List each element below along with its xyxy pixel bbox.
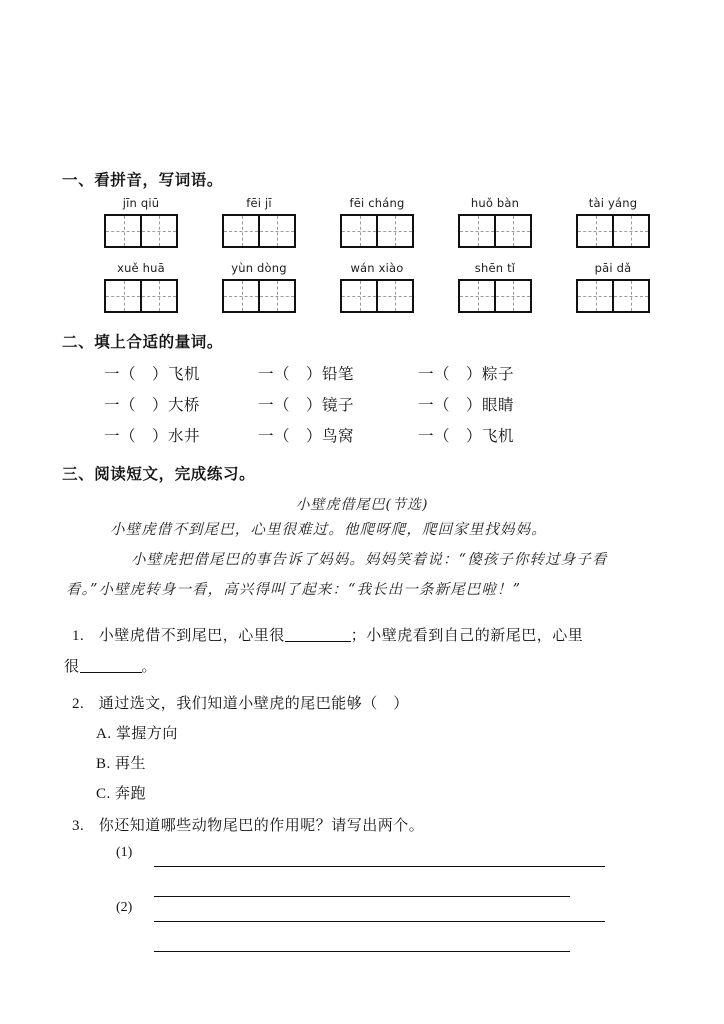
grid-center-divider xyxy=(494,214,496,248)
question-number: 1. xyxy=(72,628,85,644)
answer-blank[interactable] xyxy=(285,641,351,642)
pinyin-grid-item xyxy=(221,196,297,248)
pinyin-label: shēn tǐ xyxy=(474,261,516,275)
question-3 xyxy=(72,814,424,835)
measure-word-item[interactable]: 一（ ）大桥 xyxy=(104,397,201,414)
question-text-cont: 很 xyxy=(64,659,80,675)
section-heading-2: 二、填上合适的量词。 xyxy=(62,334,224,351)
pinyin-grid-item xyxy=(103,261,179,313)
question-1-line-1 xyxy=(72,624,583,645)
section-heading-1: 一、看拼音，写词语。 xyxy=(62,172,224,189)
tianzige-grid[interactable] xyxy=(576,214,650,248)
tianzige-grid[interactable] xyxy=(340,214,414,248)
measure-word-item[interactable]: 一（ ）眼睛 xyxy=(418,397,515,414)
pinyin-grid-item xyxy=(457,196,533,248)
tianzige-grid[interactable] xyxy=(340,279,414,313)
pinyin-grid-item xyxy=(575,196,651,248)
passage-line: 看。”小壁虎转身一看，高兴得叫了起来：“我长出一条新尾巴啦！” xyxy=(66,582,522,598)
grid-center-divider xyxy=(376,279,378,313)
grid-center-divider xyxy=(612,279,614,313)
question-text-cont: ；小壁虎看到自己的新尾巴，心里 xyxy=(350,628,584,644)
measure-word-row-2 xyxy=(0,393,724,423)
pinyin-grid-item xyxy=(339,196,415,248)
question-number: 2. xyxy=(72,696,85,712)
question-number: 3. xyxy=(72,818,85,834)
measure-word-row-1 xyxy=(0,362,724,392)
measure-word-item[interactable]: 一（ ）飞机 xyxy=(104,366,201,383)
measure-word-item[interactable]: 一（ ）鸟窝 xyxy=(258,428,355,445)
pinyin-grid-row-2 xyxy=(0,261,724,317)
answer-rule-line[interactable] xyxy=(154,866,605,867)
pinyin-label: xuě huā xyxy=(117,261,165,275)
pinyin-label: yùn dòng xyxy=(231,261,287,275)
pinyin-label: pāi dǎ xyxy=(594,261,632,275)
passage-line: 小壁虎把借尾巴的事告诉了妈妈。妈妈笑着说：“傻孩子你转过身子看 xyxy=(131,552,608,568)
pinyin-grid-item xyxy=(103,196,179,248)
question-text: 小壁虎借不到尾巴，心里很 xyxy=(98,628,285,644)
answer-slot-label-1: (1) xyxy=(116,845,133,860)
passage-line: 小壁虎借不到尾巴，心里很难过。他爬呀爬，爬回家里找妈妈。 xyxy=(110,522,547,538)
tianzige-grid[interactable] xyxy=(458,214,532,248)
pinyin-grid-row-1 xyxy=(0,196,724,252)
grid-center-divider xyxy=(140,279,142,313)
pinyin-grid-item xyxy=(457,261,533,313)
grid-center-divider xyxy=(376,214,378,248)
tianzige-grid[interactable] xyxy=(104,214,178,248)
pinyin-label: jīn qiū xyxy=(122,196,160,210)
measure-word-item[interactable]: 一（ ）粽子 xyxy=(418,366,515,383)
grid-center-divider xyxy=(494,279,496,313)
answer-slot-label-2: (2) xyxy=(116,900,133,915)
pinyin-label: huǒ bàn xyxy=(470,196,520,210)
tianzige-grid[interactable] xyxy=(104,279,178,313)
option-a[interactable]: A. 掌握方向 xyxy=(96,726,178,742)
passage-title: 小壁虎借尾巴(节选) xyxy=(295,497,429,513)
grid-center-divider xyxy=(258,214,260,248)
grid-center-divider xyxy=(258,279,260,313)
question-2 xyxy=(72,692,409,713)
question-text[interactable]: 通过选文，我们知道小壁虎的尾巴能够（ ） xyxy=(98,696,409,712)
question-text-end: 。 xyxy=(141,659,158,675)
measure-word-item[interactable]: 一（ ）飞机 xyxy=(418,428,515,445)
pinyin-grid-item xyxy=(339,261,415,313)
pinyin-label: fēi jī xyxy=(246,196,272,210)
section-heading-3: 三、阅读短文，完成练习。 xyxy=(62,466,256,483)
measure-word-item[interactable]: 一（ ）铅笔 xyxy=(258,366,355,383)
pinyin-grid-item xyxy=(221,261,297,313)
pinyin-label: fēi cháng xyxy=(349,196,405,210)
measure-word-item[interactable]: 一（ ）水井 xyxy=(104,428,201,445)
answer-rule-line[interactable] xyxy=(154,921,605,922)
pinyin-label: tài yáng xyxy=(588,196,638,210)
measure-word-row-3 xyxy=(0,424,724,454)
question-1-line-2 xyxy=(64,655,157,676)
tianzige-grid[interactable] xyxy=(222,279,296,313)
tianzige-grid[interactable] xyxy=(576,279,650,313)
question-text: 你还知道哪些动物尾巴的作用呢？请写出两个。 xyxy=(98,818,425,834)
grid-center-divider xyxy=(612,214,614,248)
tianzige-grid[interactable] xyxy=(222,214,296,248)
grid-center-divider xyxy=(140,214,142,248)
pinyin-grid-item xyxy=(575,261,651,313)
tianzige-grid[interactable] xyxy=(458,279,532,313)
answer-blank[interactable] xyxy=(80,672,142,673)
answer-rule-line[interactable] xyxy=(154,896,570,897)
answer-rule-line[interactable] xyxy=(154,951,570,952)
option-b[interactable]: B. 再生 xyxy=(96,756,147,772)
option-c[interactable]: C. 奔跑 xyxy=(96,786,147,802)
pinyin-label: wán xiào xyxy=(350,261,404,275)
measure-word-item[interactable]: 一（ ）镜子 xyxy=(258,397,355,414)
